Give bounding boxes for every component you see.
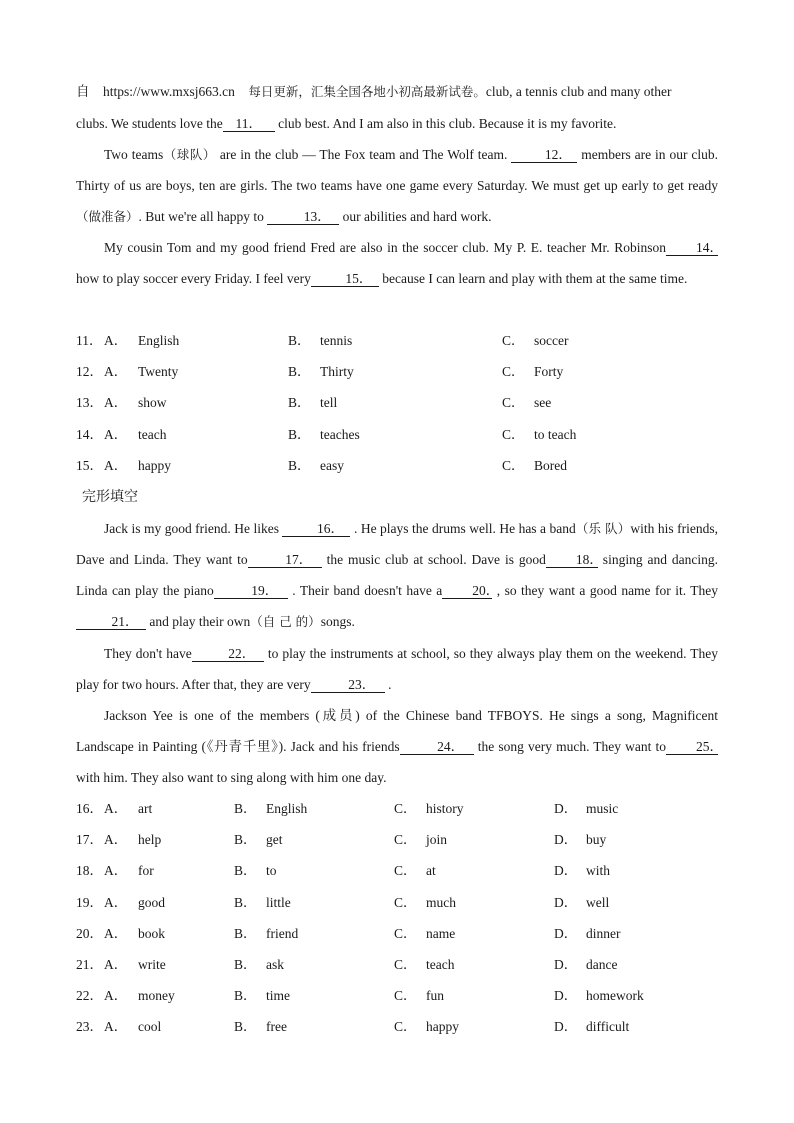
question-23 [76,1017,756,1037]
option-label: D． [554,863,578,878]
question-number: 16． [76,801,103,816]
option-label: A． [104,957,128,972]
blank-19[interactable]: 19． [214,583,288,599]
option-label: C． [394,926,417,941]
question-17 [76,830,756,850]
passage-text: members are in our club. Thirty of us are boys, ten are girls. The two teams have one game every Saturday. We must get up early to get ready [76,147,718,193]
blank-13[interactable]: 13． [267,209,339,225]
option-label: A． [104,395,128,410]
option-label: A． [104,364,128,379]
passage-text: club best. And I am also in this club. Because it is my favorite. [274,116,617,131]
option-d[interactable]: buy [586,832,607,847]
passage-text: They don't have [104,646,192,661]
passage-text: the music club at school. Dave is good [321,552,546,567]
option-c[interactable]: soccer [534,333,569,348]
passage-text: . Their band doesn't have a [287,583,443,598]
passage-text: the song very much. They want to [473,739,667,754]
option-a[interactable]: English [138,333,180,348]
option-c[interactable]: Bored [534,458,567,473]
option-label: B． [234,926,257,941]
option-c[interactable]: name [426,926,456,941]
question-number: 19． [76,895,103,910]
option-d[interactable]: dance [586,957,618,972]
question-11 [76,331,756,351]
question-number: 11． [76,333,103,348]
source-url[interactable]: https://www.mxsj663.cn [103,84,235,99]
blank-15[interactable]: 15． [311,271,379,287]
chinese-gloss: （自 己 的） [250,614,321,629]
option-a[interactable]: cool [138,1019,162,1034]
source-notice: 每日更新，汇集全国各地小初高最新试卷。 [248,84,486,99]
passage-text: Two teams [104,147,164,162]
question-number: 14． [76,427,103,442]
blank-24[interactable]: 24． [400,739,474,755]
option-label: A． [104,1019,128,1034]
passage-text: because I can learn and play with them at the same time. [378,271,688,286]
question-number: 18． [76,863,103,878]
question-number: 13． [76,395,103,410]
option-a[interactable]: show [138,395,167,410]
option-label: A． [104,333,128,348]
passage-text: Jackson Yee is one of the members (成员) of the Chinese band TFBOYS. He sings a song, Magnificent Landscape in Painting (《丹青千里》). Jack and his friends [76,708,718,754]
option-a[interactable]: happy [138,458,171,473]
option-label: D． [554,801,578,816]
option-label: C． [502,364,525,379]
option-b[interactable]: friend [266,926,299,941]
passage-text: singing and dancing. Linda can play the piano [76,552,719,598]
option-label: B． [288,333,311,348]
passage1-line2 [76,108,718,139]
blank-12[interactable]: 12． [511,147,577,163]
question-number: 15． [76,458,103,473]
option-a[interactable]: money [138,988,175,1003]
option-label: B． [234,1019,257,1034]
question-number: 22． [76,988,103,1003]
blank-18[interactable]: 18． [546,552,598,568]
chinese-gloss: （做准备） [76,209,139,224]
chinese-gloss: （球队） [163,147,216,162]
blank-23[interactable]: 23． [311,677,385,693]
question-20 [76,924,756,944]
question-number: 23． [76,1019,103,1034]
option-label: D． [554,1019,578,1034]
passage-text: and play their own [146,614,251,629]
option-a[interactable]: write [138,957,166,972]
option-label: C． [502,458,525,473]
option-label: B． [234,832,257,847]
question-15 [76,456,756,476]
option-a[interactable]: for [138,863,154,878]
question-21 [76,955,756,975]
option-d[interactable]: with [586,863,611,878]
option-label: D． [554,957,578,972]
passage-text: songs. [320,614,355,629]
option-label: A． [104,801,128,816]
option-label: B． [234,895,257,910]
option-label: D． [554,832,578,847]
question-19 [76,893,756,913]
passage-text: , so they want a good name for it. They [492,583,719,598]
option-c[interactable]: happy [426,1019,459,1034]
option-a[interactable]: art [138,801,153,816]
question-number: 12． [76,364,103,379]
passage1-paragraph2 [76,139,718,232]
passage-text: with his friends, Dave and Linda. They want to [76,521,718,567]
option-label: C． [394,957,417,972]
option-a[interactable]: teach [138,427,167,442]
option-c[interactable]: teach [426,957,455,972]
option-b[interactable]: easy [320,458,344,473]
option-label: A． [104,832,128,847]
option-label: B． [234,863,257,878]
passage-text: My cousin Tom and my good friend Fred are also in the soccer club. My P. E. teacher Mr. Robinson [104,240,666,255]
blank-22[interactable]: 22． [192,646,264,662]
option-c[interactable]: much [426,895,456,910]
option-d[interactable]: dinner [586,926,621,941]
option-c[interactable]: fun [426,988,444,1003]
passage-text: . But we're all happy to [138,209,268,224]
passage2-paragraph3 [76,700,724,793]
option-label: B． [234,957,257,972]
option-label: D． [554,988,578,1003]
option-label: A． [104,926,128,941]
option-c[interactable]: join [426,832,448,847]
passage-text: to play the instruments at school, so they always play them on the weekend. They play for two hours. After that, they are very [76,646,718,692]
option-label: D． [554,895,578,910]
option-label: B． [234,801,257,816]
blank-11[interactable]: 11． [223,116,275,132]
section-title: 完形填空 [82,489,138,505]
question-16 [76,799,756,819]
question-number: 20． [76,926,103,941]
blank-21[interactable]: 21． [76,614,146,630]
chinese-gloss: （乐 队） [575,521,631,536]
option-b[interactable]: tell [320,395,338,410]
question-number: 17． [76,832,103,847]
option-b[interactable]: ask [266,957,284,972]
option-a[interactable]: Twenty [138,364,179,379]
passage-text: our abilities and hard work. [339,209,492,224]
option-label: C． [394,832,417,847]
blank-20[interactable]: 20． [442,583,492,599]
question-number: 21． [76,957,103,972]
option-label: C． [394,1019,417,1034]
option-label: A． [104,988,128,1003]
option-label: B． [288,364,311,379]
option-label: B． [234,988,257,1003]
option-label: B． [288,427,311,442]
option-c[interactable]: Forty [534,364,564,379]
passage-text: Jack is my good friend. He likes [104,521,283,536]
passage-text: with him. They also want to sing along with him one day. [76,770,387,785]
passage-text: are in the club — The Fox team and The Wolf team. [215,147,512,162]
option-label: A． [104,895,128,910]
option-label: A． [104,863,128,878]
option-d[interactable]: homework [586,988,644,1003]
blank-14[interactable]: 14． [666,240,718,256]
option-label: B． [288,395,311,410]
option-b[interactable]: tennis [320,333,353,348]
option-label: C． [394,988,417,1003]
question-18 [76,861,756,881]
option-label: C． [394,895,417,910]
question-22 [76,986,756,1006]
option-d[interactable]: difficult [586,1019,630,1034]
option-label: C． [394,801,417,816]
passage-text: how to play soccer every Friday. I feel very [76,271,311,286]
option-label: C． [502,427,525,442]
option-a[interactable]: book [138,926,165,941]
option-d[interactable]: music [586,801,619,816]
passage2-paragraph2 [76,638,718,700]
option-c[interactable]: see [534,395,552,410]
passage-text: . [384,677,392,692]
header-line [76,76,718,107]
option-label: C． [502,395,525,410]
option-label: C． [394,863,417,878]
header-text: club, a tennis club and many other [485,84,672,99]
option-a[interactable]: good [138,895,165,910]
option-label: C． [502,333,525,348]
question-14 [76,425,756,445]
option-label: B． [288,458,311,473]
option-label: D． [554,926,578,941]
passage2-paragraph1 [76,513,718,637]
option-b[interactable]: little [266,895,291,910]
option-c[interactable]: at [426,863,436,878]
option-d[interactable]: well [586,895,610,910]
option-b[interactable]: English [266,801,308,816]
blank-16[interactable]: 16． [282,521,350,537]
passage-text: . He plays the drums well. He has a band [350,521,576,536]
option-a[interactable]: help [138,832,162,847]
blank-25[interactable]: 25． [666,739,718,755]
option-b[interactable]: free [266,1019,287,1034]
option-c[interactable]: history [426,801,464,816]
blank-17[interactable]: 17． [248,552,322,568]
option-b[interactable]: teaches [320,427,360,442]
option-b[interactable]: time [266,988,290,1003]
header-prefix: 自 [76,84,90,99]
option-b[interactable]: Thirty [320,364,354,379]
passage-text: clubs. We students love the [76,116,223,131]
option-c[interactable]: to teach [534,427,577,442]
option-b[interactable]: to [266,863,277,878]
option-label: A． [104,458,128,473]
option-label: A． [104,427,128,442]
passage1-paragraph3 [76,232,723,294]
question-13 [76,393,756,413]
question-12 [76,362,756,382]
option-b[interactable]: get [266,832,283,847]
